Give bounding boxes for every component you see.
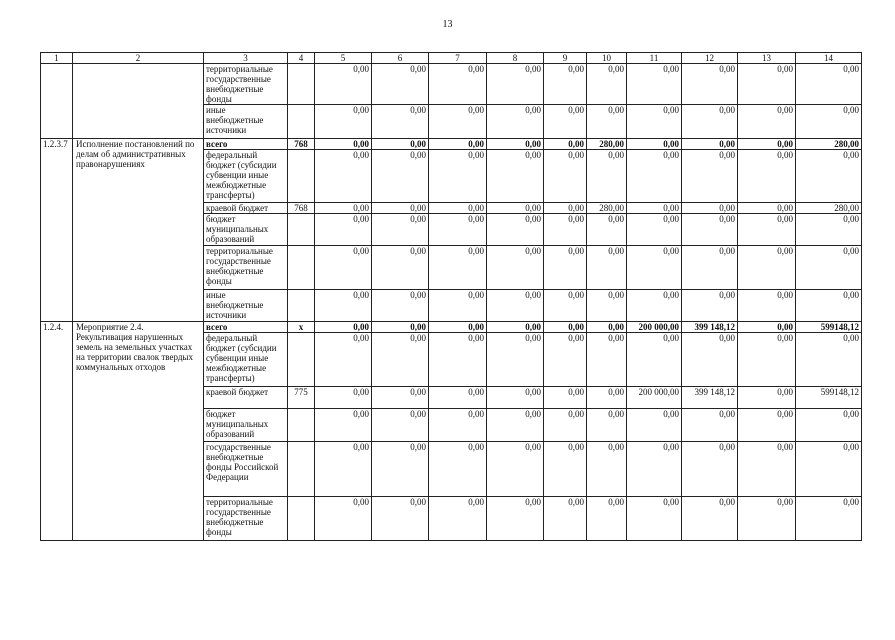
funding-source: краевой бюджет — [204, 203, 288, 214]
value-col-13: 0,00 — [738, 409, 796, 442]
value-col-12: 0,00 — [682, 214, 738, 246]
col4-code: 775 — [288, 387, 315, 409]
funding-source: федеральный бюджет (субсидии субвенции иные межбюджетные трансферты) — [204, 150, 288, 203]
value-col-11: 0,00 — [627, 497, 682, 541]
value-col-5: 0,00 — [315, 290, 372, 322]
value-col-6: 0,00 — [372, 64, 429, 105]
value-col-14: 0,00 — [796, 290, 862, 322]
value-col-5: 0,00 — [315, 322, 372, 333]
value-col-14: 0,00 — [796, 150, 862, 203]
value-col-10: 0,00 — [587, 442, 627, 497]
funding-source: бюджет муниципальных образований — [204, 409, 288, 442]
header-col-7: 7 — [429, 53, 487, 64]
value-col-13: 0,00 — [738, 139, 796, 150]
value-col-8: 0,00 — [487, 214, 544, 246]
value-col-10: 0,00 — [587, 105, 627, 139]
col4-code — [288, 150, 315, 203]
value-col-12: 0,00 — [682, 105, 738, 139]
value-col-7: 0,00 — [429, 497, 487, 541]
funding-source: территориальные государственные внебюджетные фонды — [204, 497, 288, 541]
value-col-5: 0,00 — [315, 387, 372, 409]
value-col-9: 0,00 — [544, 497, 587, 541]
value-col-14: 599148,12 — [796, 322, 862, 333]
value-col-7: 0,00 — [429, 139, 487, 150]
value-col-7: 0,00 — [429, 290, 487, 322]
col4-code — [288, 442, 315, 497]
value-col-9: 0,00 — [544, 387, 587, 409]
header-col-5: 5 — [315, 53, 372, 64]
funding-source: всего — [204, 139, 288, 150]
value-col-6: 0,00 — [372, 139, 429, 150]
value-col-5: 0,00 — [315, 150, 372, 203]
value-col-9: 0,00 — [544, 442, 587, 497]
value-col-6: 0,00 — [372, 322, 429, 333]
value-col-7: 0,00 — [429, 333, 487, 387]
value-col-13: 0,00 — [738, 322, 796, 333]
value-col-6: 0,00 — [372, 203, 429, 214]
header-col-6: 6 — [372, 53, 429, 64]
col4-code — [288, 333, 315, 387]
value-col-9: 0,00 — [544, 203, 587, 214]
col4-code — [288, 497, 315, 541]
value-col-7: 0,00 — [429, 150, 487, 203]
value-col-13: 0,00 — [738, 246, 796, 290]
value-col-6: 0,00 — [372, 214, 429, 246]
value-col-8: 0,00 — [487, 246, 544, 290]
value-col-13: 0,00 — [738, 290, 796, 322]
value-col-10: 0,00 — [587, 387, 627, 409]
value-col-14: 0,00 — [796, 64, 862, 105]
header-col-13: 13 — [738, 53, 796, 64]
row-name: Исполнение постановлений по делам об административных правонарушениях — [73, 139, 204, 322]
col4-code — [288, 105, 315, 139]
value-col-13: 0,00 — [738, 150, 796, 203]
col4-code — [288, 246, 315, 290]
header-col-2: 2 — [73, 53, 204, 64]
value-col-7: 0,00 — [429, 442, 487, 497]
header-col-8: 8 — [487, 53, 544, 64]
table-row — [41, 64, 862, 105]
value-col-14: 0,00 — [796, 246, 862, 290]
value-col-5: 0,00 — [315, 409, 372, 442]
header-col-12: 12 — [682, 53, 738, 64]
value-col-6: 0,00 — [372, 442, 429, 497]
value-col-12: 0,00 — [682, 497, 738, 541]
value-col-7: 0,00 — [429, 409, 487, 442]
value-col-10: 0,00 — [587, 246, 627, 290]
table-row — [41, 139, 862, 150]
header-col-9: 9 — [544, 53, 587, 64]
value-col-14: 0,00 — [796, 409, 862, 442]
value-col-11: 0,00 — [627, 139, 682, 150]
value-col-13: 0,00 — [738, 64, 796, 105]
value-col-11: 0,00 — [627, 64, 682, 105]
value-col-8: 0,00 — [487, 497, 544, 541]
value-col-11: 0,00 — [627, 105, 682, 139]
value-col-10: 0,00 — [587, 64, 627, 105]
funding-source: территориальные государственные внебюджетные фонды — [204, 246, 288, 290]
value-col-11: 0,00 — [627, 246, 682, 290]
value-col-8: 0,00 — [487, 139, 544, 150]
value-col-5: 0,00 — [315, 442, 372, 497]
header-col-3: 3 — [204, 53, 288, 64]
col4-code — [288, 64, 315, 105]
header-row — [41, 53, 862, 64]
value-col-6: 0,00 — [372, 387, 429, 409]
col4-code: 768 — [288, 139, 315, 150]
funding-source: краевой бюджет — [204, 387, 288, 409]
value-col-10: 280,00 — [587, 139, 627, 150]
value-col-6: 0,00 — [372, 105, 429, 139]
row-code — [41, 64, 73, 139]
value-col-8: 0,00 — [487, 442, 544, 497]
value-col-7: 0,00 — [429, 203, 487, 214]
value-col-13: 0,00 — [738, 442, 796, 497]
value-col-14: 280,00 — [796, 139, 862, 150]
value-col-12: 399 148,12 — [682, 322, 738, 333]
value-col-6: 0,00 — [372, 246, 429, 290]
funding-source: государственные внебюджетные фонды Российской Федерации — [204, 442, 288, 497]
value-col-11: 0,00 — [627, 290, 682, 322]
value-col-10: 0,00 — [587, 290, 627, 322]
value-col-10: 0,00 — [587, 322, 627, 333]
value-col-14: 0,00 — [796, 105, 862, 139]
value-col-13: 0,00 — [738, 497, 796, 541]
value-col-9: 0,00 — [544, 322, 587, 333]
value-col-5: 0,00 — [315, 246, 372, 290]
value-col-7: 0,00 — [429, 214, 487, 246]
value-col-5: 0,00 — [315, 203, 372, 214]
value-col-11: 0,00 — [627, 214, 682, 246]
table-body — [41, 64, 862, 541]
value-col-12: 0,00 — [682, 246, 738, 290]
value-col-10: 0,00 — [587, 150, 627, 203]
header-col-4: 4 — [288, 53, 315, 64]
value-col-12: 0,00 — [682, 64, 738, 105]
value-col-10: 280,00 — [587, 203, 627, 214]
value-col-6: 0,00 — [372, 333, 429, 387]
value-col-14: 0,00 — [796, 442, 862, 497]
value-col-11: 200 000,00 — [627, 322, 682, 333]
value-col-7: 0,00 — [429, 322, 487, 333]
value-col-11: 200 000,00 — [627, 387, 682, 409]
value-col-14: 0,00 — [796, 497, 862, 541]
budget-table — [40, 52, 862, 541]
value-col-10: 0,00 — [587, 497, 627, 541]
value-col-12: 0,00 — [682, 409, 738, 442]
value-col-9: 0,00 — [544, 409, 587, 442]
value-col-9: 0,00 — [544, 150, 587, 203]
value-col-5: 0,00 — [315, 333, 372, 387]
value-col-7: 0,00 — [429, 105, 487, 139]
header-col-10: 10 — [587, 53, 627, 64]
value-col-9: 0,00 — [544, 64, 587, 105]
value-col-8: 0,00 — [487, 290, 544, 322]
value-col-13: 0,00 — [738, 333, 796, 387]
value-col-8: 0,00 — [487, 409, 544, 442]
col4-code — [288, 214, 315, 246]
value-col-5: 0,00 — [315, 497, 372, 541]
row-name — [73, 64, 204, 139]
funding-source: бюджет муниципальных образований — [204, 214, 288, 246]
value-col-10: 0,00 — [587, 333, 627, 387]
value-col-12: 0,00 — [682, 150, 738, 203]
funding-source: территориальные государственные внебюджетные фонды — [204, 64, 288, 105]
value-col-5: 0,00 — [315, 214, 372, 246]
value-col-5: 0,00 — [315, 139, 372, 150]
row-code: 1.2.3.7 — [41, 139, 73, 322]
value-col-7: 0,00 — [429, 387, 487, 409]
col4-code: 768 — [288, 203, 315, 214]
value-col-9: 0,00 — [544, 290, 587, 322]
value-col-12: 0,00 — [682, 442, 738, 497]
table-row — [41, 322, 862, 333]
value-col-13: 0,00 — [738, 203, 796, 214]
page-number: 13 — [442, 19, 453, 30]
value-col-8: 0,00 — [487, 322, 544, 333]
row-name: Мероприятие 2.4. Рекультивация нарушенных земель на земельных участках на территории свалок твердых коммунальных отходов — [73, 322, 204, 541]
value-col-9: 0,00 — [544, 333, 587, 387]
value-col-8: 0,00 — [487, 387, 544, 409]
value-col-5: 0,00 — [315, 105, 372, 139]
value-col-14: 0,00 — [796, 333, 862, 387]
value-col-11: 0,00 — [627, 333, 682, 387]
value-col-11: 0,00 — [627, 150, 682, 203]
value-col-8: 0,00 — [487, 150, 544, 203]
value-col-13: 0,00 — [738, 214, 796, 246]
value-col-8: 0,00 — [487, 203, 544, 214]
value-col-9: 0,00 — [544, 139, 587, 150]
funding-source: всего — [204, 322, 288, 333]
value-col-12: 0,00 — [682, 333, 738, 387]
funding-source: иные внебюджетные источники — [204, 290, 288, 322]
value-col-12: 0,00 — [682, 139, 738, 150]
value-col-13: 0,00 — [738, 387, 796, 409]
value-col-8: 0,00 — [487, 64, 544, 105]
value-col-6: 0,00 — [372, 150, 429, 203]
value-col-7: 0,00 — [429, 246, 487, 290]
value-col-12: 0,00 — [682, 203, 738, 214]
value-col-12: 0,00 — [682, 290, 738, 322]
value-col-7: 0,00 — [429, 64, 487, 105]
header-col-11: 11 — [627, 53, 682, 64]
value-col-5: 0,00 — [315, 64, 372, 105]
value-col-11: 0,00 — [627, 442, 682, 497]
value-col-9: 0,00 — [544, 246, 587, 290]
value-col-10: 0,00 — [587, 214, 627, 246]
value-col-10: 0,00 — [587, 409, 627, 442]
value-col-14: 0,00 — [796, 214, 862, 246]
value-col-11: 0,00 — [627, 203, 682, 214]
funding-source: иные внебюджетные источники — [204, 105, 288, 139]
row-code: 1.2.4. — [41, 322, 73, 541]
value-col-8: 0,00 — [487, 333, 544, 387]
col4-code — [288, 409, 315, 442]
value-col-6: 0,00 — [372, 409, 429, 442]
col4-code: х — [288, 322, 315, 333]
value-col-11: 0,00 — [627, 409, 682, 442]
value-col-14: 599148,12 — [796, 387, 862, 409]
value-col-9: 0,00 — [544, 105, 587, 139]
value-col-9: 0,00 — [544, 214, 587, 246]
value-col-14: 280,00 — [796, 203, 862, 214]
funding-source: федеральный бюджет (субсидии субвенции иные межбюджетные трансферты) — [204, 333, 288, 387]
value-col-12: 399 148,12 — [682, 387, 738, 409]
header-col-14: 14 — [796, 53, 862, 64]
value-col-6: 0,00 — [372, 290, 429, 322]
value-col-13: 0,00 — [738, 105, 796, 139]
value-col-6: 0,00 — [372, 497, 429, 541]
value-col-8: 0,00 — [487, 105, 544, 139]
col4-code — [288, 290, 315, 322]
header-col-1: 1 — [41, 53, 73, 64]
